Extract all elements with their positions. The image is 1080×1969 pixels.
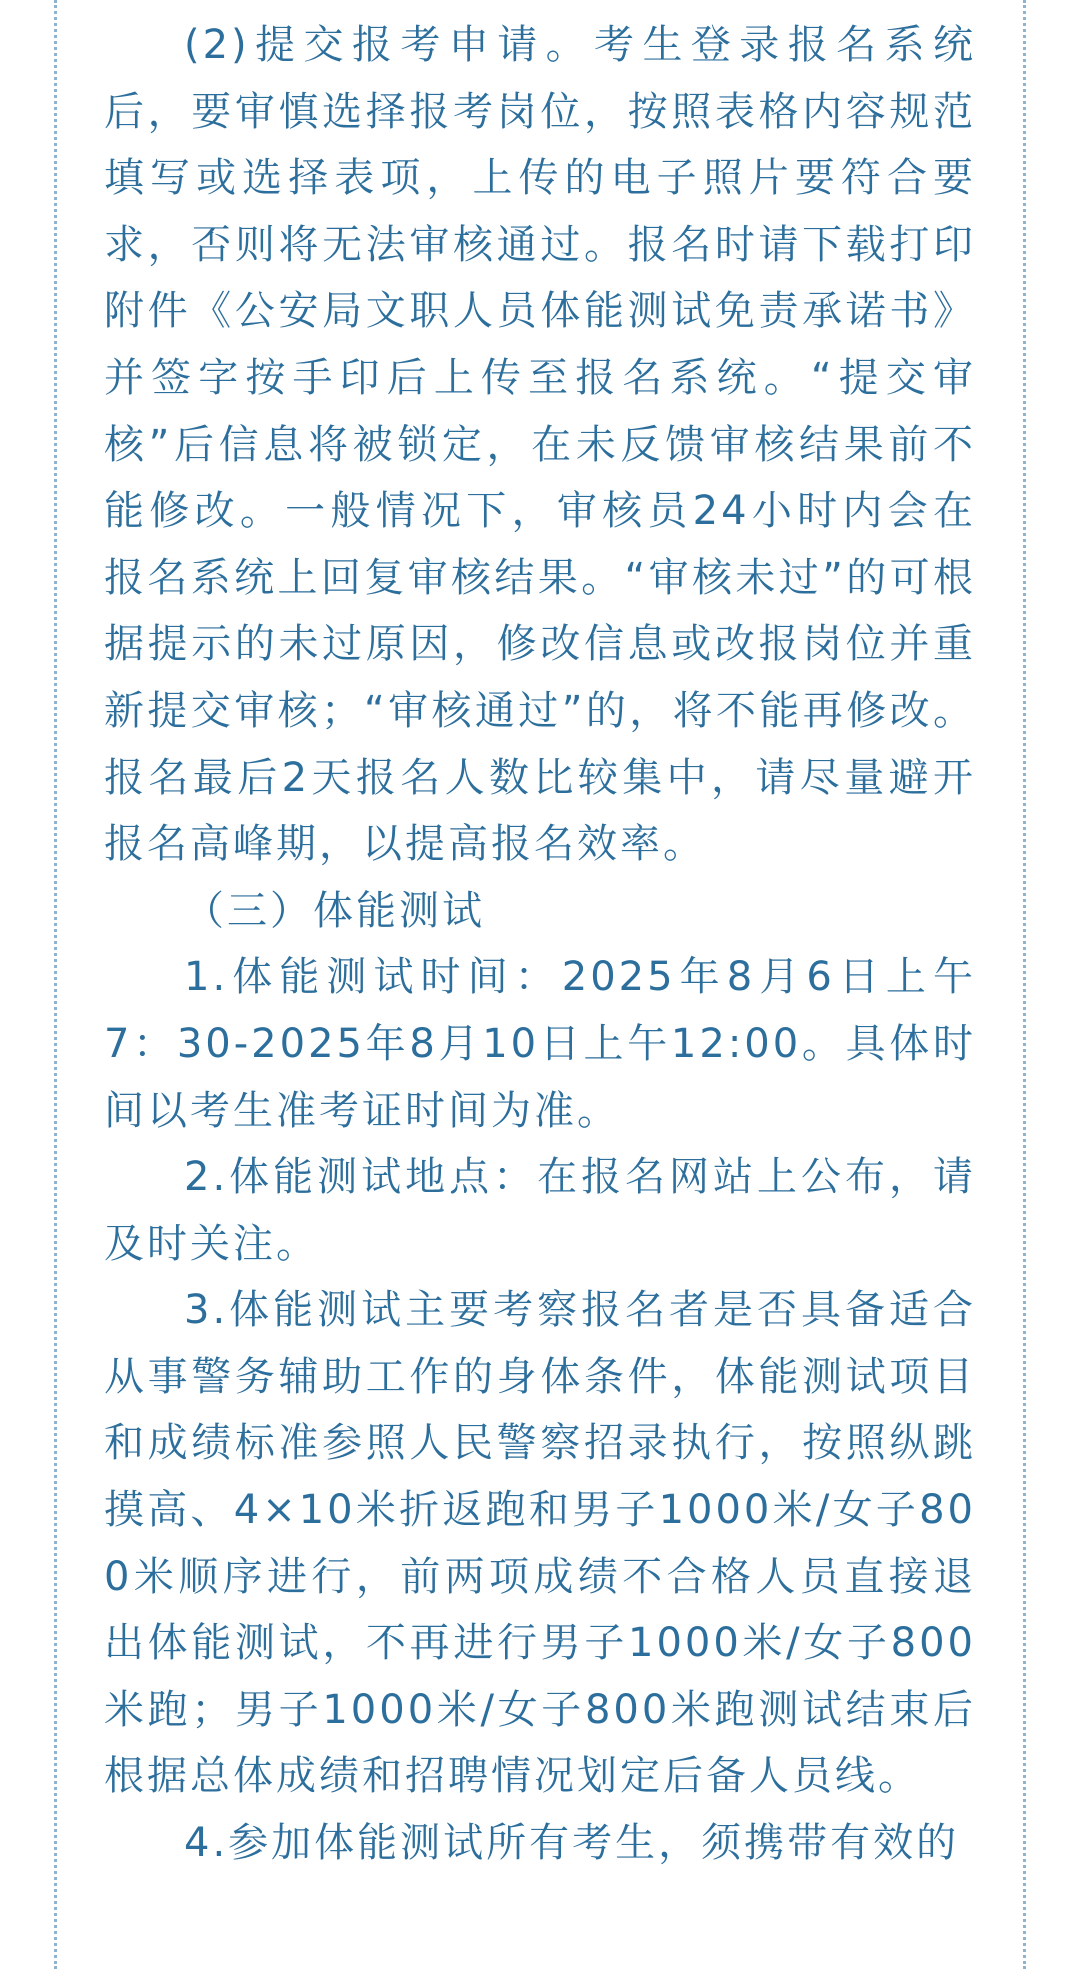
- paragraph-test-time: 1.体能测试时间：2025年8月6日上午7：30-2025年8月10日上午12:00。具体时间以考生准考证时间为准。: [104, 954, 976, 1134]
- article-body: [104, 12, 976, 1877]
- paragraph-test-content: 3.体能测试主要考察报名者是否具备适合从事警务辅助工作的身体条件，体能测试项目和成绩标准参照人民警察招录执行，按照纵跳摸高、4×10米折返跑和男子1000米/女子800米顺序进行，前两项成绩不合格人员直接退出体能测试，不再进行男子1000米/女子800米跑；男子1000米/女子800米跑测试结束后根据总体成绩和招聘情况划定后备人员线。: [104, 1287, 976, 1800]
- paragraph-test-location: 2.体能测试地点：在报名网站上公布，请及时关注。: [104, 1154, 976, 1267]
- paragraph-test-requirements: 4.参加体能测试所有考生，须携带有效的: [184, 1820, 960, 1867]
- section-heading-fitness-test: （三）体能测试: [184, 887, 485, 934]
- paragraph-submit-application: (2)提交报考申请。考生登录报名系统后，要审慎选择报考岗位，按照表格内容规范填写或选择表项，上传的电子照片要符合要求，否则将无法审核通过。报名时请下载打印附件《公安局文职人员体能测试免责承诺书》并签字按手印后上传至报名系统。“提交审核”后信息将被锁定，在未反馈审核结果前不能修改。一般情况下，审核员24小时内会在报名系统上回复审核结果。“审核未过”的可根据提示的未过原因，修改信息或改报岗位并重新提交审核；“审核通过”的，将不能再修改。报名最后2天报名人数比较集中，请尽量避开报名高峰期，以提高报名效率。: [104, 22, 976, 868]
